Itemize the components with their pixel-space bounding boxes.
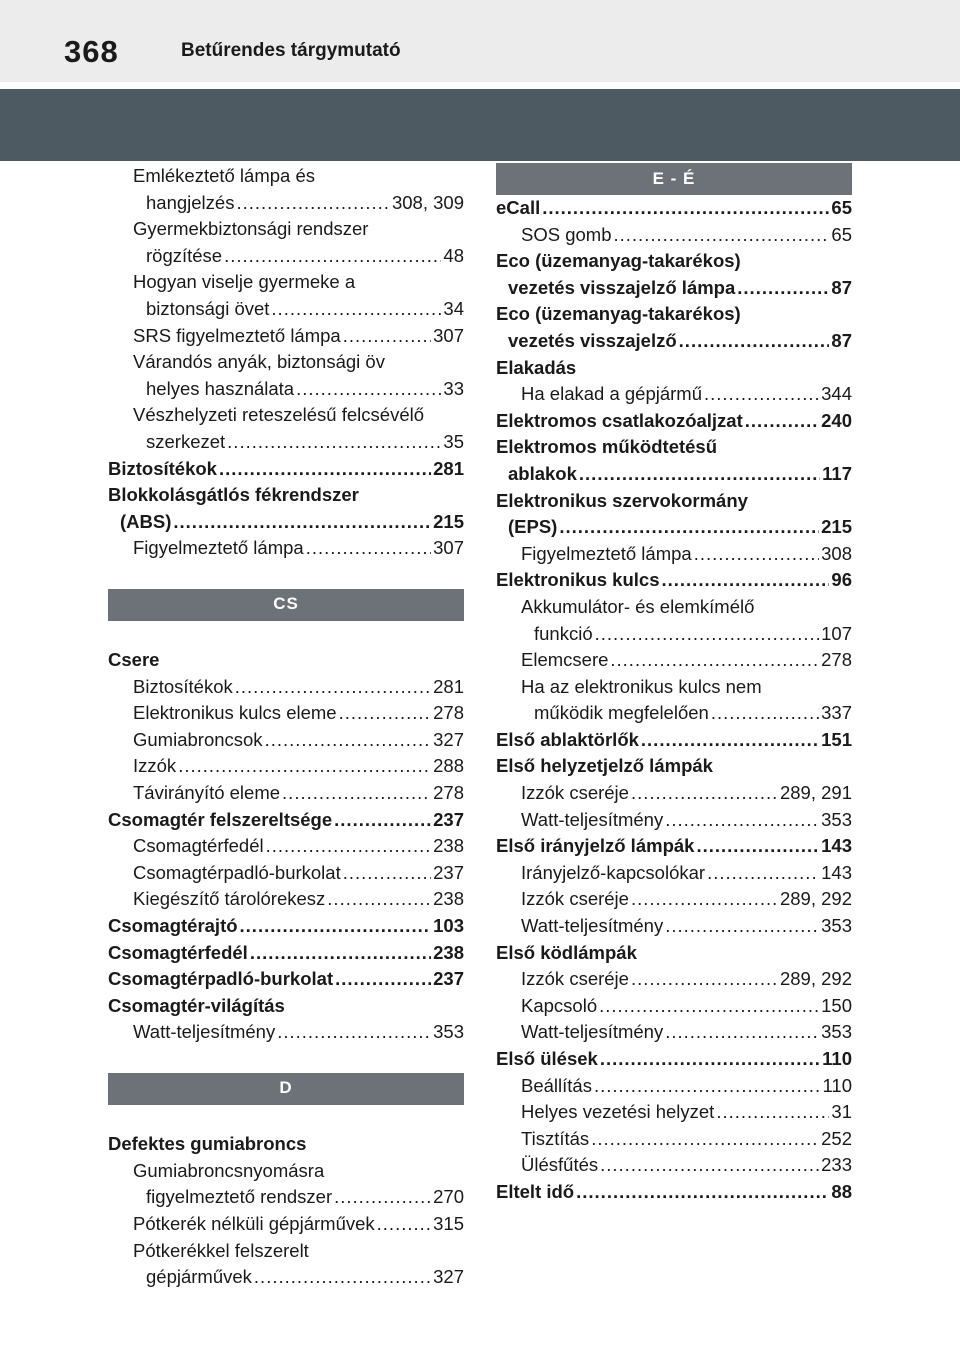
entry-text: biztonsági övet (146, 297, 270, 319)
dot-leader (716, 1099, 829, 1126)
entry-text: Izzók cseréje (521, 968, 629, 990)
entry-text: Izzók (133, 755, 177, 777)
entry-text: Első helyzetjelző lámpák (496, 755, 713, 777)
index-subentry (496, 1019, 852, 1046)
index-subentry (108, 269, 464, 296)
dot-leader (219, 456, 431, 483)
entry-text: Ülésfűtés (521, 1154, 599, 1176)
index-subentry (496, 674, 852, 701)
dot-leader (641, 727, 819, 754)
index-entry (496, 727, 852, 754)
page-reference: 344 (821, 383, 852, 405)
entry-text: Beállítás (521, 1074, 592, 1096)
page-reference: 237 (433, 861, 464, 883)
dot-leader (334, 807, 431, 834)
dot-leader (665, 1019, 819, 1046)
dot-leader (271, 296, 441, 323)
entry-text: Vészhelyzeti reteszelésű felcsévélő (133, 404, 425, 426)
entry-text: Csomagtérpadló-burkolat (133, 861, 341, 883)
page-reference: 308 (821, 542, 852, 564)
page-header-bar (0, 0, 960, 82)
index-entry (108, 966, 464, 993)
page-reference: 315 (433, 1212, 464, 1234)
index-subentry (108, 727, 464, 754)
index-subentry (496, 541, 852, 568)
index-subentry (108, 429, 464, 456)
header-band (0, 89, 960, 161)
entry-text: Biztosítékok (108, 457, 217, 479)
index-subentry (108, 296, 464, 323)
entry-text: Kapcsoló (521, 994, 598, 1016)
index-entry (496, 195, 852, 222)
index-subentry (108, 753, 464, 780)
index-subentry (496, 993, 852, 1020)
entry-text: funkció (534, 622, 593, 644)
index-subentry (496, 913, 852, 940)
index-subentry (496, 1126, 852, 1153)
dot-leader (250, 940, 431, 967)
entry-text: vezetés visszajelző lámpa (508, 276, 736, 298)
entry-text: Figyelmeztető lámpa (521, 542, 692, 564)
dot-leader (296, 376, 441, 403)
page-reference: 270 (433, 1186, 464, 1208)
page-reference: 289, 291 (779, 782, 852, 804)
page-number: 368 (64, 34, 119, 69)
page-reference: 87 (831, 329, 852, 351)
index-subentry (108, 780, 464, 807)
page-reference: 215 (821, 516, 852, 538)
dot-leader (737, 275, 829, 302)
page-reference: 233 (821, 1154, 852, 1176)
page-reference: 88 (831, 1180, 852, 1202)
page-reference: 337 (821, 702, 852, 724)
page-reference: 238 (433, 941, 464, 963)
index-entry (496, 753, 852, 780)
dot-leader (610, 647, 819, 674)
page-reference: 65 (831, 223, 852, 245)
page-reference: 143 (821, 861, 852, 883)
index-subentry (496, 647, 852, 674)
index-subentry (108, 1211, 464, 1238)
entry-text: Gumiabroncsok (133, 728, 263, 750)
dot-leader (277, 1019, 431, 1046)
page-reference: 278 (433, 702, 464, 724)
entry-text: Blokkolásgátlós fékrendszer (108, 484, 359, 506)
entry-text: Watt-teljesítmény (521, 915, 664, 937)
entry-text: Elektronikus kulcs eleme (133, 702, 337, 724)
index-entry (496, 1046, 852, 1073)
dot-leader (227, 429, 441, 456)
dot-leader (334, 1184, 431, 1211)
dot-leader (559, 514, 819, 541)
entry-text: Elektromos működtetésű (496, 436, 718, 458)
entry-text: Távirányító eleme (133, 782, 281, 804)
index-subentry (496, 966, 852, 993)
index-subentry (496, 700, 852, 727)
index-subentry (108, 886, 464, 913)
entry-text: figyelmeztető rendszer (146, 1186, 333, 1208)
dot-leader (542, 195, 829, 222)
page-reference: 107 (821, 622, 852, 644)
index-subentry (108, 349, 464, 376)
page-reference: 143 (821, 835, 852, 857)
page-reference: 151 (821, 728, 852, 750)
page-reference: 237 (433, 968, 464, 990)
entry-text: hangjelzés (146, 191, 235, 213)
dot-leader (704, 381, 819, 408)
entry-text: Tisztítás (521, 1127, 590, 1149)
index-subentry (496, 780, 852, 807)
entry-text: Hogyan viselje gyermeke a (133, 271, 356, 293)
dot-leader (173, 509, 431, 536)
page-reference: 288 (433, 755, 464, 777)
entry-text: Gyermekbiztonsági rendszer (133, 218, 369, 240)
page-reference: 353 (433, 1021, 464, 1043)
entry-text: gépjárművek (146, 1266, 252, 1288)
dot-leader (591, 1126, 819, 1153)
index-subentry (108, 1019, 464, 1046)
page-reference: 353 (821, 1021, 852, 1043)
entry-text: Első ködlámpák (496, 941, 637, 963)
index-subentry (108, 376, 464, 403)
index-entry (496, 940, 852, 967)
page-reference: 240 (821, 409, 852, 431)
index-subentry (108, 243, 464, 270)
index-subentry (496, 222, 852, 249)
dot-leader (631, 966, 778, 993)
index-subentry (496, 594, 852, 621)
index-entry (108, 807, 464, 834)
index-subentry (496, 514, 852, 541)
dot-leader (707, 860, 819, 887)
page-reference: 327 (433, 728, 464, 750)
entry-text: Elektromos csatlakozóaljzat (496, 409, 743, 431)
entry-text: Defektes gumiabroncs (108, 1133, 307, 1155)
entry-text: Watt-teljesítmény (521, 1021, 664, 1043)
entry-text: Irányjelző-kapcsolókar (521, 861, 706, 883)
index-entry (496, 301, 852, 328)
page-reference: 281 (433, 675, 464, 697)
index-subentry (108, 860, 464, 887)
entry-text: Izzók cseréje (521, 888, 629, 910)
page-reference: 353 (821, 808, 852, 830)
page-reference: 34 (443, 297, 464, 319)
index-subentry (108, 323, 464, 350)
index-entry (108, 647, 464, 674)
page-reference: 48 (443, 244, 464, 266)
page-reference: 278 (821, 649, 852, 671)
page-reference: 31 (831, 1101, 852, 1123)
page-reference: 307 (433, 324, 464, 346)
dot-leader (579, 461, 820, 488)
entry-text: (ABS) (120, 510, 172, 532)
entry-text: SOS gomb (521, 223, 612, 245)
entry-text: Csomagtérajtó (108, 915, 238, 937)
page-reference: 307 (433, 537, 464, 559)
page-reference: 117 (822, 462, 852, 484)
index-subentry (496, 807, 852, 834)
entry-text: Emlékeztető lámpa és (133, 165, 316, 186)
index-column-right (496, 163, 852, 1206)
page-title: Betűrendes tárgymutató (181, 40, 401, 61)
dot-leader (235, 674, 431, 701)
page-reference: 65 (831, 197, 852, 218)
entry-text: Csomagtérpadló-burkolat (108, 968, 334, 990)
entry-text: Első ülések (496, 1048, 598, 1069)
entry-text: Pótkerék nélküli gépjárművek (133, 1212, 375, 1234)
page-reference: 215 (433, 510, 464, 532)
spacer (108, 621, 464, 648)
dot-leader (631, 886, 778, 913)
index-entry (496, 434, 852, 461)
index-entry (496, 1179, 852, 1206)
index-entry (108, 482, 464, 509)
page-reference: 289, 292 (779, 968, 852, 990)
index-subentry (108, 402, 464, 429)
entry-text: Ha elakad a gépjármű (521, 383, 702, 405)
section-header: D (108, 1073, 464, 1105)
index-subentry (496, 461, 852, 488)
index-entry (108, 940, 464, 967)
entry-text: eCall (496, 197, 541, 218)
entry-text: Csomagtér-világítás (108, 994, 285, 1016)
entry-text: Csomagtér felszereltsége (108, 808, 333, 830)
index-entry (496, 488, 852, 515)
entry-text: Figyelmeztető lámpa (133, 537, 304, 559)
dot-leader (335, 966, 431, 993)
index-entry (496, 408, 852, 435)
entry-text: Eltelt idő (496, 1180, 575, 1202)
dot-leader (694, 541, 819, 568)
entry-text: (EPS) (508, 516, 558, 538)
index-entry (108, 456, 464, 483)
index-subentry (496, 621, 852, 648)
index-entry (108, 913, 464, 940)
entry-text: Csomagtérfedél (133, 835, 264, 857)
dot-leader (327, 886, 431, 913)
dot-leader (282, 780, 431, 807)
index-subentry (496, 1152, 852, 1179)
entry-text: Akkumulátor- és elemkímélő (521, 595, 755, 617)
index-subentry (496, 275, 852, 302)
dot-leader (661, 567, 829, 594)
page-reference: 110 (822, 1074, 852, 1096)
section-header: E - É (496, 163, 852, 195)
index-subentry (108, 700, 464, 727)
index-subentry (108, 509, 464, 536)
entry-text: Eco (üzemanyag-takarékos) (496, 303, 741, 325)
index-subentry (496, 1099, 852, 1126)
entry-text: SRS figyelmeztető lámpa (133, 324, 341, 346)
index-subentry (108, 535, 464, 562)
page-reference: 308, 309 (391, 191, 464, 213)
index-entry (108, 993, 464, 1020)
dot-leader (600, 1152, 819, 1179)
dot-leader (696, 833, 819, 860)
dot-leader (576, 1179, 829, 1206)
index-entry (108, 1131, 464, 1158)
page-reference: 150 (821, 994, 852, 1016)
page-reference: 237 (433, 808, 464, 830)
dot-leader (595, 621, 820, 648)
index-subentry (496, 381, 852, 408)
page-reference: 110 (822, 1048, 852, 1069)
dot-leader (665, 807, 819, 834)
spacer (108, 562, 464, 589)
dot-leader (343, 860, 431, 887)
index-subentry (108, 1184, 464, 1211)
entry-text: Elektronikus szervokormány (496, 489, 748, 511)
index-subentry (108, 163, 464, 190)
page-reference: 353 (821, 915, 852, 937)
dot-leader (594, 1073, 821, 1100)
index-entry (496, 567, 852, 594)
entry-text: Izzók cseréje (521, 782, 629, 804)
page-reference: 278 (433, 782, 464, 804)
dot-leader (377, 1211, 431, 1238)
index-subentry (108, 674, 464, 701)
index-subentry (496, 328, 852, 355)
entry-text: ablakok (508, 462, 577, 484)
entry-text: Csomagtérfedél (108, 941, 248, 963)
entry-text: Kiegészítő tárolórekesz (133, 888, 326, 910)
dot-leader (745, 408, 819, 435)
dot-leader (266, 833, 432, 860)
entry-text: Pótkerékkel felszerelt (133, 1239, 309, 1261)
dot-leader (631, 780, 778, 807)
dot-leader (265, 727, 432, 754)
index-subentry (496, 1073, 852, 1100)
dot-leader (224, 243, 441, 270)
entry-text: Biztosítékok (133, 675, 233, 697)
dot-leader (236, 190, 390, 217)
entry-text: Watt-teljesítmény (521, 808, 664, 830)
section-header: CS (108, 589, 464, 621)
entry-text: Elektronikus kulcs (496, 569, 660, 591)
dot-leader (254, 1264, 431, 1291)
index-subentry (108, 1264, 464, 1291)
entry-text: rögzítése (146, 244, 223, 266)
index-subentry (108, 1238, 464, 1265)
entry-text: Csere (108, 649, 160, 671)
entry-text: Helyes vezetési helyzet (521, 1101, 715, 1123)
entry-text: szerkezet (146, 430, 226, 452)
page-reference: 238 (433, 888, 464, 910)
index-subentry (496, 860, 852, 887)
dot-leader (600, 1046, 820, 1073)
dot-leader (339, 700, 432, 727)
index-subentry (108, 216, 464, 243)
dot-leader (614, 222, 830, 249)
index-subentry (108, 833, 464, 860)
page-reference: 87 (831, 276, 852, 298)
dot-leader (599, 993, 819, 1020)
page-reference: 327 (433, 1266, 464, 1288)
index-column-left (108, 163, 464, 1291)
page-reference: 33 (443, 377, 464, 399)
entry-text: Elemcsere (521, 649, 609, 671)
page-reference: 35 (443, 430, 464, 452)
entry-text: Első ablaktörlők (496, 728, 639, 750)
index-entry (496, 833, 852, 860)
spacer (108, 1105, 464, 1132)
entry-text: Várandós anyák, biztonsági öv (133, 351, 385, 373)
page-reference: 281 (433, 457, 464, 479)
dot-leader (343, 323, 431, 350)
index-entry (496, 355, 852, 382)
spacer (108, 1046, 464, 1073)
entry-text: Eco (üzemanyag-takarékos) (496, 250, 741, 272)
index-subentry (108, 1158, 464, 1185)
index-subentry (496, 886, 852, 913)
page-reference: 96 (831, 569, 852, 591)
entry-text: helyes használata (146, 377, 295, 399)
page-reference: 103 (433, 915, 464, 937)
dot-leader (665, 913, 819, 940)
entry-text: működik megfelelően (534, 702, 709, 724)
entry-text: Watt-teljesítmény (133, 1021, 276, 1043)
entry-text: vezetés visszajelző (508, 329, 677, 351)
dot-leader (306, 535, 431, 562)
dot-leader (240, 913, 432, 940)
entry-text: Ha az elektronikus kulcs nem (521, 675, 762, 697)
entry-text: Elakadás (496, 356, 577, 378)
index-entry (496, 248, 852, 275)
page-reference: 252 (821, 1127, 852, 1149)
entry-text: Gumiabroncsnyomásra (133, 1159, 325, 1181)
entry-text: Első irányjelző lámpák (496, 835, 695, 857)
dot-leader (679, 328, 830, 355)
dot-leader (178, 753, 431, 780)
page-reference: 238 (433, 835, 464, 857)
dot-leader (711, 700, 819, 727)
page-reference: 289, 292 (779, 888, 852, 910)
index-subentry (108, 190, 464, 217)
